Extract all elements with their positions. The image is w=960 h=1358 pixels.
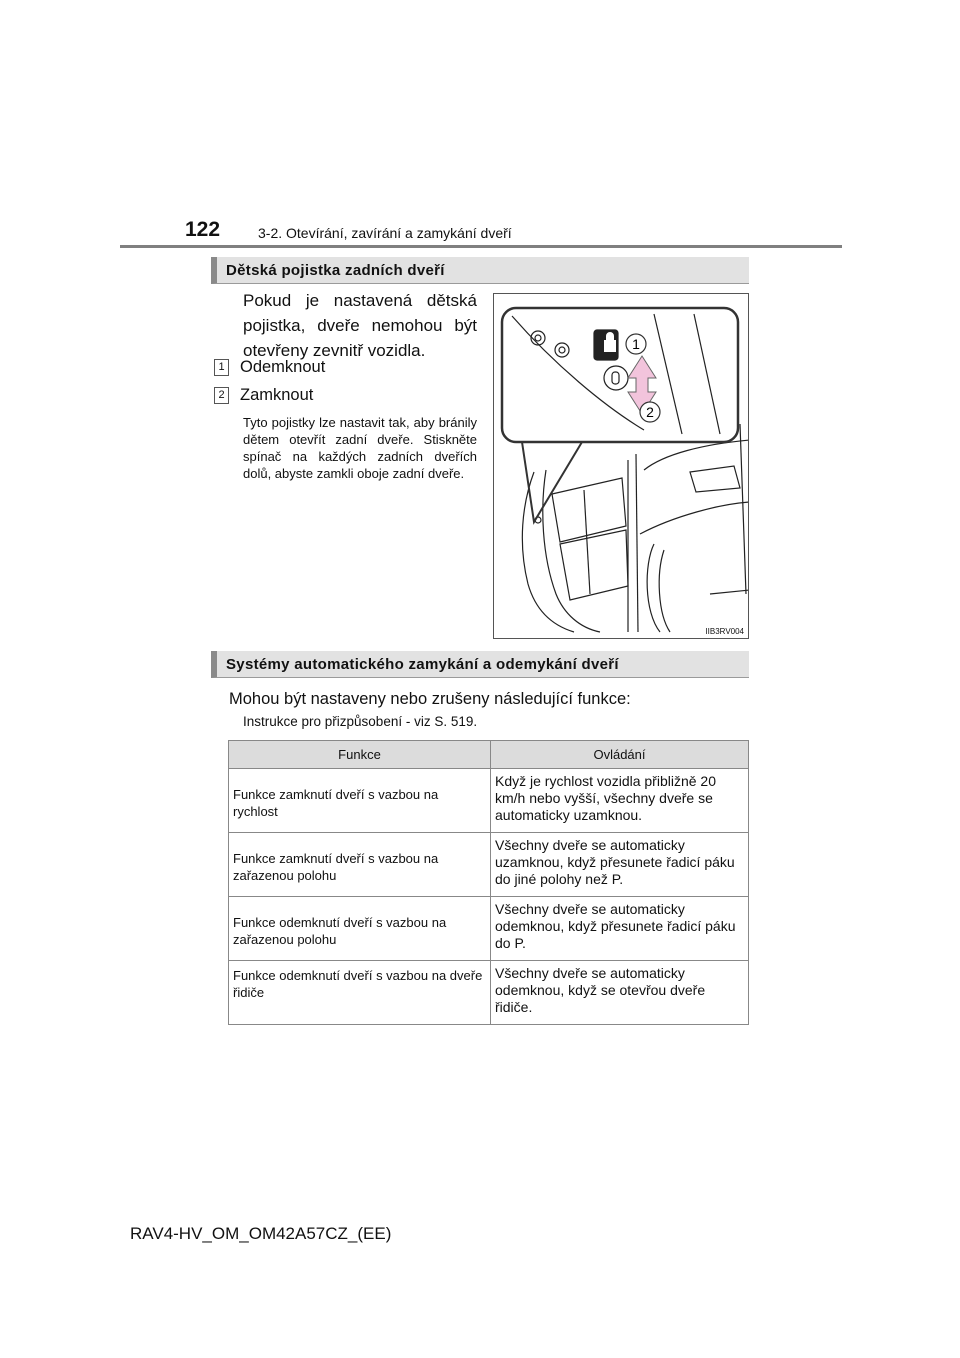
table-row — [229, 833, 749, 897]
function-cell: Funkce zamknutí dveří s vazbou na zařazenou polohu — [229, 833, 491, 897]
page-number: 122 — [185, 218, 221, 241]
child-lock-note: Tyto pojistky lze nastavit tak, aby bránily dětem otevřít zadní dveře. Stiskněte spínač na každých zadních dveřích dolů, abyste zamkli oboje zadní dveře. — [243, 415, 477, 481]
operation-cell: Všechny dveře se automaticky odemknou, když se otevřou dveře řidiče. — [491, 961, 749, 1025]
zoom-callout — [502, 308, 738, 442]
function-cell: Funkce odemknutí dveří s vazbou na dveře řidiče — [229, 961, 491, 1025]
function-cell: Funkce zamknutí dveří s vazbou na rychlost — [229, 769, 491, 833]
door-illustration-drawing — [494, 294, 749, 639]
function-cell: Funkce odemknutí dveří s vazbou na zařazenou polohu — [229, 897, 491, 961]
wheel-arch — [647, 544, 660, 632]
section-title: 3-2. Otevírání, zavírání a zamykání dveří — [258, 225, 512, 241]
seat-cushion — [560, 530, 628, 600]
functions-table — [228, 740, 749, 1025]
list-item-lock — [214, 386, 313, 405]
body-line — [640, 502, 749, 534]
tail-light — [690, 466, 740, 492]
document-code: RAV4-HV_OM_OM42A57CZ_(EE) — [130, 1224, 392, 1243]
column-header-function: Funkce — [229, 741, 491, 769]
table-row — [229, 961, 749, 1025]
operation-cell: Všechny dveře se automaticky uzamknou, když přesunete řadicí páku do jiné polohy než P. — [491, 833, 749, 897]
bumper-line — [710, 590, 749, 594]
table-row — [229, 897, 749, 961]
pillar-line — [636, 454, 638, 632]
column-header-operation: Ovládání — [491, 741, 749, 769]
number-badge-1: 1 — [214, 359, 229, 376]
customization-note: Instrukce pro přizpůsobení - viz S. 519. — [243, 714, 478, 729]
header-divider — [120, 245, 842, 248]
callout-number-1: 1 — [632, 336, 640, 352]
number-badge-2: 2 — [214, 387, 229, 404]
list-item-label: Zamknout — [240, 386, 314, 404]
operation-cell: Všechny dveře se automaticky odemknou, když přesunete řadicí páku do P. — [491, 897, 749, 961]
wheel-line — [659, 550, 670, 632]
auto-lock-heading: Systémy automatického zamykání a odemykání dveří — [211, 651, 749, 678]
seat-line — [584, 490, 590, 594]
auto-lock-lead: Mohou být nastaveny nebo zrušeny následující funkce: — [229, 690, 631, 708]
callout-number-2: 2 — [646, 404, 654, 420]
door-illustration — [493, 293, 749, 639]
child-lock-intro: Pokud je nastavená dětská pojistka, dveře nemohou být otevřeny zevnitř vozidla. — [243, 291, 477, 360]
table-row — [229, 769, 749, 833]
rear-line — [740, 424, 746, 594]
list-item-unlock — [214, 358, 325, 377]
operation-cell: Když je rychlost vozidla přibližně 20 km/h nebo vyšší, všechny dveře se automaticky uzamknou. — [491, 769, 749, 833]
table-header-row — [229, 741, 749, 769]
child-lock-heading: Dětská pojistka zadních dveří — [211, 257, 749, 284]
figure-code: IIB3RV004 — [705, 627, 744, 636]
list-item-label: Odemknout — [240, 358, 326, 376]
